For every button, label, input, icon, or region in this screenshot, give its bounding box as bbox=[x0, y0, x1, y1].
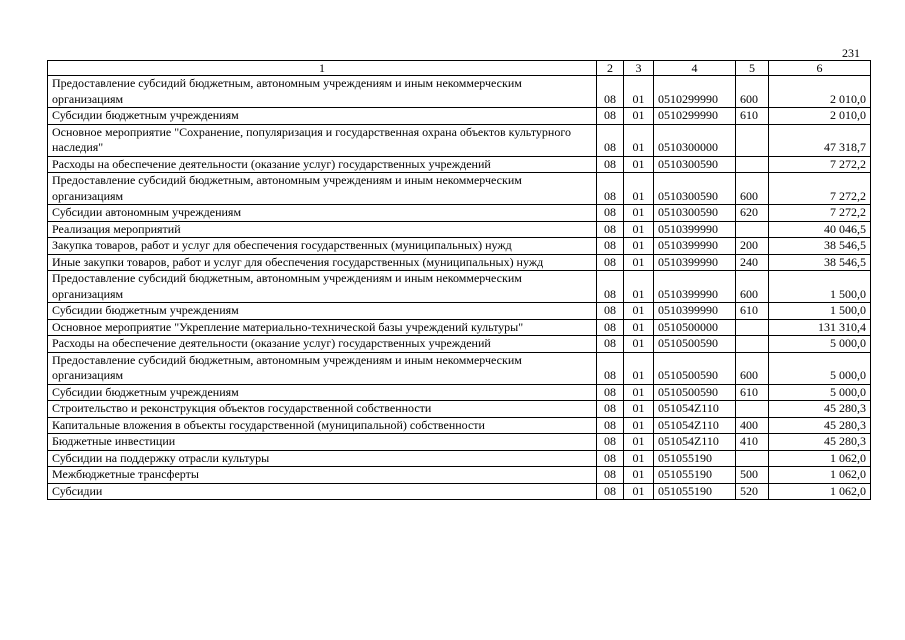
row-name-cell: Предоставление субсидий бюджетным, автономным учреждениям и иным некоммерческим организациям bbox=[48, 173, 597, 205]
row-amount-cell: 1 500,0 bbox=[769, 303, 871, 320]
row-expense-type-cell: 600 bbox=[736, 76, 769, 108]
table-row bbox=[48, 221, 871, 238]
row-section-cell: 08 bbox=[597, 417, 624, 434]
column-header-2: 2 bbox=[597, 61, 624, 76]
table-row bbox=[48, 467, 871, 484]
row-subsection-cell: 01 bbox=[624, 319, 654, 336]
row-subsection-cell: 01 bbox=[624, 336, 654, 353]
row-expense-type-cell bbox=[736, 319, 769, 336]
row-target-article-cell: 0510299990 bbox=[654, 76, 736, 108]
row-expense-type-cell bbox=[736, 401, 769, 418]
row-expense-type-cell: 400 bbox=[736, 417, 769, 434]
row-amount-cell: 7 272,2 bbox=[769, 173, 871, 205]
row-name-cell: Предоставление субсидий бюджетным, автономным учреждениям и иным некоммерческим организациям bbox=[48, 352, 597, 384]
row-target-article-cell: 051054Z110 bbox=[654, 417, 736, 434]
row-subsection-cell: 01 bbox=[624, 450, 654, 467]
row-expense-type-cell: 620 bbox=[736, 205, 769, 222]
row-target-article-cell: 051055190 bbox=[654, 450, 736, 467]
row-target-article-cell: 0510399990 bbox=[654, 238, 736, 255]
row-target-article-cell: 0510500000 bbox=[654, 319, 736, 336]
row-target-article-cell: 0510399990 bbox=[654, 271, 736, 303]
row-expense-type-cell bbox=[736, 221, 769, 238]
table-row bbox=[48, 271, 871, 303]
row-section-cell: 08 bbox=[597, 384, 624, 401]
row-subsection-cell: 01 bbox=[624, 221, 654, 238]
row-name-cell: Строительство и реконструкция объектов государственной собственности bbox=[48, 401, 597, 418]
row-expense-type-cell: 610 bbox=[736, 303, 769, 320]
row-subsection-cell: 01 bbox=[624, 352, 654, 384]
row-section-cell: 08 bbox=[597, 483, 624, 500]
row-section-cell: 08 bbox=[597, 108, 624, 125]
row-subsection-cell: 01 bbox=[624, 108, 654, 125]
table-row bbox=[48, 336, 871, 353]
page-number: 231 bbox=[842, 46, 860, 60]
row-amount-cell: 38 546,5 bbox=[769, 238, 871, 255]
budget-table bbox=[47, 60, 871, 500]
row-target-article-cell: 0510300590 bbox=[654, 205, 736, 222]
row-target-article-cell: 0510399990 bbox=[654, 254, 736, 271]
row-subsection-cell: 01 bbox=[624, 238, 654, 255]
row-section-cell: 08 bbox=[597, 319, 624, 336]
row-subsection-cell: 01 bbox=[624, 205, 654, 222]
row-name-cell: Расходы на обеспечение деятельности (оказание услуг) государственных учреждений bbox=[48, 336, 597, 353]
budget-table-body bbox=[48, 61, 871, 500]
row-expense-type-cell: 610 bbox=[736, 108, 769, 125]
table-row bbox=[48, 173, 871, 205]
row-section-cell: 08 bbox=[597, 336, 624, 353]
row-name-cell: Капитальные вложения в объекты государственной (муниципальной) собственности bbox=[48, 417, 597, 434]
row-target-article-cell: 0510500590 bbox=[654, 336, 736, 353]
row-amount-cell: 1 062,0 bbox=[769, 467, 871, 484]
row-amount-cell: 38 546,5 bbox=[769, 254, 871, 271]
table-row bbox=[48, 303, 871, 320]
table-row bbox=[48, 483, 871, 500]
row-name-cell: Реализация мероприятий bbox=[48, 221, 597, 238]
row-target-article-cell: 0510300590 bbox=[654, 156, 736, 173]
row-name-cell: Субсидии автономным учреждениям bbox=[48, 205, 597, 222]
row-name-cell: Предоставление субсидий бюджетным, автономным учреждениям и иным некоммерческим организациям bbox=[48, 271, 597, 303]
row-section-cell: 08 bbox=[597, 303, 624, 320]
row-amount-cell: 5 000,0 bbox=[769, 384, 871, 401]
row-subsection-cell: 01 bbox=[624, 384, 654, 401]
row-expense-type-cell: 410 bbox=[736, 434, 769, 451]
column-header-5: 5 bbox=[736, 61, 769, 76]
row-expense-type-cell bbox=[736, 450, 769, 467]
row-subsection-cell: 01 bbox=[624, 417, 654, 434]
row-target-article-cell: 0510299990 bbox=[654, 108, 736, 125]
row-subsection-cell: 01 bbox=[624, 303, 654, 320]
row-name-cell: Основное мероприятие "Сохранение, популяризация и государственная охрана объектов культурного наследия" bbox=[48, 124, 597, 156]
row-target-article-cell: 051054Z110 bbox=[654, 434, 736, 451]
row-target-article-cell: 051055190 bbox=[654, 467, 736, 484]
row-subsection-cell: 01 bbox=[624, 483, 654, 500]
table-row bbox=[48, 156, 871, 173]
row-target-article-cell: 0510399990 bbox=[654, 221, 736, 238]
row-name-cell: Межбюджетные трансферты bbox=[48, 467, 597, 484]
row-subsection-cell: 01 bbox=[624, 124, 654, 156]
row-amount-cell: 45 280,3 bbox=[769, 434, 871, 451]
row-section-cell: 08 bbox=[597, 156, 624, 173]
row-amount-cell: 2 010,0 bbox=[769, 76, 871, 108]
row-subsection-cell: 01 bbox=[624, 434, 654, 451]
table-row bbox=[48, 401, 871, 418]
row-target-article-cell: 0510300000 bbox=[654, 124, 736, 156]
row-subsection-cell: 01 bbox=[624, 254, 654, 271]
row-amount-cell: 131 310,4 bbox=[769, 319, 871, 336]
row-amount-cell: 40 046,5 bbox=[769, 221, 871, 238]
column-header-1: 1 bbox=[48, 61, 597, 76]
row-subsection-cell: 01 bbox=[624, 156, 654, 173]
column-header-6: 6 bbox=[769, 61, 871, 76]
row-subsection-cell: 01 bbox=[624, 76, 654, 108]
row-target-article-cell: 0510300590 bbox=[654, 173, 736, 205]
row-amount-cell: 1 062,0 bbox=[769, 450, 871, 467]
row-expense-type-cell: 610 bbox=[736, 384, 769, 401]
row-target-article-cell: 051054Z110 bbox=[654, 401, 736, 418]
row-expense-type-cell: 600 bbox=[736, 352, 769, 384]
table-row bbox=[48, 238, 871, 255]
row-amount-cell: 45 280,3 bbox=[769, 401, 871, 418]
table-row bbox=[48, 205, 871, 222]
table-row bbox=[48, 434, 871, 451]
row-amount-cell: 7 272,2 bbox=[769, 156, 871, 173]
row-name-cell: Предоставление субсидий бюджетным, автономным учреждениям и иным некоммерческим организациям bbox=[48, 76, 597, 108]
table-row bbox=[48, 352, 871, 384]
row-target-article-cell: 0510399990 bbox=[654, 303, 736, 320]
table-row bbox=[48, 108, 871, 125]
row-section-cell: 08 bbox=[597, 467, 624, 484]
row-target-article-cell: 051055190 bbox=[654, 483, 736, 500]
column-header-4: 4 bbox=[654, 61, 736, 76]
row-name-cell: Закупка товаров, работ и услуг для обеспечения государственных (муниципальных) нужд bbox=[48, 238, 597, 255]
row-section-cell: 08 bbox=[597, 221, 624, 238]
row-name-cell: Субсидии бюджетным учреждениям bbox=[48, 108, 597, 125]
row-name-cell: Субсидии бюджетным учреждениям bbox=[48, 303, 597, 320]
row-amount-cell: 45 280,3 bbox=[769, 417, 871, 434]
row-target-article-cell: 0510500590 bbox=[654, 384, 736, 401]
row-section-cell: 08 bbox=[597, 124, 624, 156]
row-expense-type-cell: 600 bbox=[736, 271, 769, 303]
row-expense-type-cell: 500 bbox=[736, 467, 769, 484]
row-subsection-cell: 01 bbox=[624, 271, 654, 303]
row-expense-type-cell bbox=[736, 336, 769, 353]
row-name-cell: Субсидии бюджетным учреждениям bbox=[48, 384, 597, 401]
row-name-cell: Субсидии на поддержку отрасли культуры bbox=[48, 450, 597, 467]
row-section-cell: 08 bbox=[597, 254, 624, 271]
row-section-cell: 08 bbox=[597, 401, 624, 418]
table-row bbox=[48, 319, 871, 336]
row-expense-type-cell bbox=[736, 124, 769, 156]
row-expense-type-cell: 600 bbox=[736, 173, 769, 205]
row-section-cell: 08 bbox=[597, 271, 624, 303]
column-header-3: 3 bbox=[624, 61, 654, 76]
table-row bbox=[48, 254, 871, 271]
row-section-cell: 08 bbox=[597, 238, 624, 255]
row-amount-cell: 47 318,7 bbox=[769, 124, 871, 156]
row-name-cell: Субсидии bbox=[48, 483, 597, 500]
row-target-article-cell: 0510500590 bbox=[654, 352, 736, 384]
row-section-cell: 08 bbox=[597, 76, 624, 108]
row-amount-cell: 7 272,2 bbox=[769, 205, 871, 222]
table-row bbox=[48, 124, 871, 156]
row-name-cell: Иные закупки товаров, работ и услуг для обеспечения государственных (муниципальных) нужд bbox=[48, 254, 597, 271]
table-row bbox=[48, 384, 871, 401]
table-row bbox=[48, 76, 871, 108]
row-section-cell: 08 bbox=[597, 173, 624, 205]
row-amount-cell: 5 000,0 bbox=[769, 336, 871, 353]
row-expense-type-cell: 520 bbox=[736, 483, 769, 500]
row-amount-cell: 2 010,0 bbox=[769, 108, 871, 125]
table-row bbox=[48, 450, 871, 467]
row-expense-type-cell bbox=[736, 156, 769, 173]
row-amount-cell: 1 500,0 bbox=[769, 271, 871, 303]
row-name-cell: Бюджетные инвестиции bbox=[48, 434, 597, 451]
row-amount-cell: 5 000,0 bbox=[769, 352, 871, 384]
row-name-cell: Расходы на обеспечение деятельности (оказание услуг) государственных учреждений bbox=[48, 156, 597, 173]
row-expense-type-cell: 240 bbox=[736, 254, 769, 271]
row-name-cell: Основное мероприятие "Укрепление материально-технической базы учреждений культуры" bbox=[48, 319, 597, 336]
row-section-cell: 08 bbox=[597, 434, 624, 451]
table-header-row bbox=[48, 61, 871, 76]
row-section-cell: 08 bbox=[597, 450, 624, 467]
row-subsection-cell: 01 bbox=[624, 467, 654, 484]
row-section-cell: 08 bbox=[597, 352, 624, 384]
row-subsection-cell: 01 bbox=[624, 173, 654, 205]
row-section-cell: 08 bbox=[597, 205, 624, 222]
table-row bbox=[48, 417, 871, 434]
row-amount-cell: 1 062,0 bbox=[769, 483, 871, 500]
row-subsection-cell: 01 bbox=[624, 401, 654, 418]
row-expense-type-cell: 200 bbox=[736, 238, 769, 255]
